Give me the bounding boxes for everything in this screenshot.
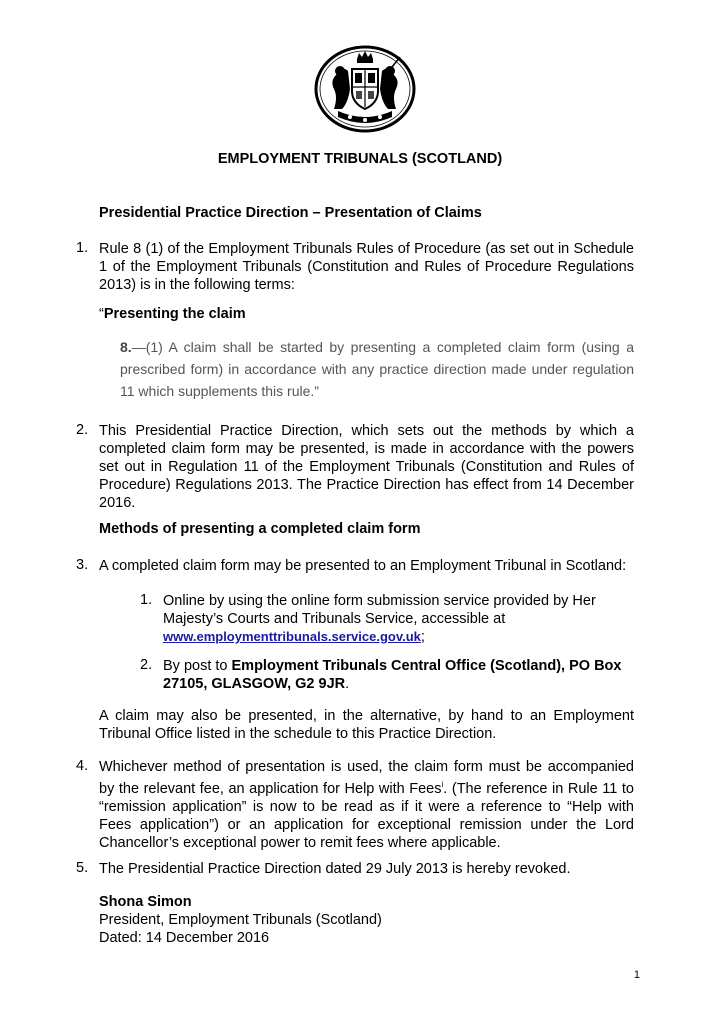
royal-crest [314, 45, 416, 133]
sub1-text [163, 592, 633, 646]
quote-title-text: Presenting the claim [103, 306, 246, 322]
signature-name: Shona Simon [99, 894, 192, 910]
footnote-marker: i [441, 780, 444, 789]
quote-rule-number: 8. [120, 339, 132, 355]
sub2-prefix: By post to [163, 658, 232, 674]
para1-text: Rule 8 (1) of the Employment Tribunals Rules of Procedure (as set out in Schedule 1 of the Employment Tribunals (Constitution and Rules of Procedure Regulations 2013) is in the following terms: [99, 241, 634, 293]
sub2-text [163, 657, 633, 693]
para3b-text: A claim may also be presented, in the alternative, by hand to an Employment Tribunal Office listed in the schedule to this Practice Direction. [99, 708, 634, 742]
sub2-after: . [345, 676, 350, 692]
document-heading: EMPLOYMENT TRIBUNALS (SCOTLAND) [217, 151, 503, 167]
signature-title: President, Employment Tribunals (Scotland) [99, 912, 382, 928]
para4-text-a: Whichever method of presentation is used, the claim form must be accompanied by the relevant fee, an application for Help with Fees [99, 759, 634, 797]
document-subheading: Presidential Practice Direction – Presentation of Claims [99, 205, 482, 221]
para5-number: 5. [76, 860, 89, 876]
signature-date: Dated: 14 December 2016 [99, 930, 270, 946]
royal-coat-of-arms-icon [314, 45, 416, 133]
para3-number: 3. [76, 557, 89, 573]
para2-number: 2. [76, 422, 89, 438]
quote-open-mark: “ [99, 306, 104, 322]
para4-text [99, 758, 634, 852]
para2-text: This Presidential Practice Direction, which sets out the methods by which a completed claim form may be presented, is made in accordance with the powers set out in Regulation 11 of the Employment Tribunals (Constitution and Rules of Procedure) Regulations 2013. The Practice Direction has effect from 14 December 2016. [99, 423, 634, 511]
para4-number: 4. [76, 758, 89, 774]
para4-text-b: . (The reference in Rule 11 to “remission application” is now to be read as if it were a reference to “Help with Fees application”) or an application for exceptional remission under the Lord Chancellor’s exceptional power to remit fees where applicable. [99, 780, 634, 851]
quote-body-text: —(1) A claim shall be started by presenting a completed claim form (using a prescribed form) in accordance with any practice direction made under regulation 11 which supplements this rule.” [120, 339, 634, 399]
para1-number: 1. [76, 240, 89, 256]
sub1-number: 1. [140, 592, 153, 608]
para3-text: A completed claim form may be presented to an Employment Tribunal in Scotland: [99, 558, 627, 574]
employment-tribunals-link[interactable]: www.employmenttribunals.service.gov.uk [163, 629, 421, 644]
section-title: Methods of presenting a completed claim form [99, 521, 421, 537]
page-number: 1 [633, 969, 640, 981]
sub1-after: ; [420, 629, 425, 645]
sub2-address: Employment Tribunals Central Office (Scotland), PO Box 27105, GLASGOW, G2 9JR [163, 658, 622, 692]
para5-text: The Presidential Practice Direction dated 29 July 2013 is hereby revoked. [99, 861, 571, 877]
sub1-body: Online by using the online form submission service provided by Her Majesty’s Courts and Tribunals Service, accessible at [163, 593, 596, 627]
sub2-number: 2. [140, 657, 153, 673]
quote-title [99, 306, 246, 322]
quote-body [120, 336, 634, 402]
